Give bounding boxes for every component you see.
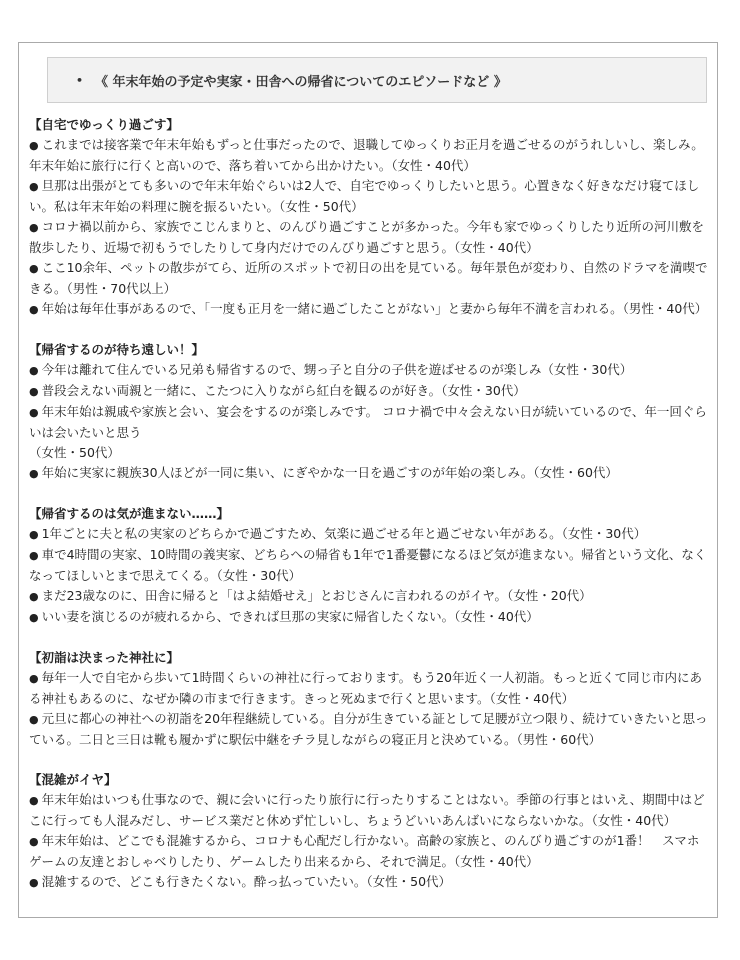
episode-item [29, 545, 709, 586]
section-header [47, 57, 707, 103]
episode-text: 今年は離れて住んでいる兄弟も帰省するので、甥っ子と自分の子供を遊ばせるのが楽しみ（女性・30代） [41, 362, 633, 377]
bullet-icon: ● [29, 303, 39, 316]
bullet-icon: ● [29, 794, 39, 807]
episode-text: 旦那は出張がとても多いので年末年始ぐらいは2人で、自宅でゆっくりしたいと思う。心置きなく好きなだけ寝てほしい。私は年末年始の料理に腕を振るいたい。（女性・50代） [29, 178, 700, 214]
bullet-icon: ● [29, 713, 39, 726]
episode-text: 年始に実家に親族30人ほどが一同に集い、にぎやかな一日を過ごすのが年始の楽しみ。（女性・60代） [41, 465, 618, 480]
episode-text: 普段会えない両親と一緒に、こたつに入りながら紅白を観るのが好き。（女性・30代） [41, 383, 526, 398]
bullet-icon: ● [29, 590, 39, 603]
episode-text: ここ10余年、ペットの散歩がてら、近所のスポットで初日の出を見ている。毎年景色が変わり、自然のドラマを満喫できる。（男性・70代以上） [29, 260, 708, 296]
episode-section [29, 340, 709, 484]
episode-item [29, 524, 709, 545]
episode-section [29, 770, 709, 893]
bullet-icon: ● [29, 672, 39, 685]
article-frame [18, 42, 718, 918]
episode-item [29, 258, 709, 299]
episode-text: まだ23歳なのに、田舎に帰ると「はよ結婚せえ」とおじさんに言われるのがイヤ。（女性・20代） [41, 588, 592, 603]
episode-text: いい妻を演じるのが疲れるから、できれば旦那の実家に帰省したくない。（女性・40代） [41, 609, 539, 624]
episode-content [29, 115, 709, 913]
bullet-icon: ● [29, 262, 39, 275]
bullet-icon: ● [29, 221, 39, 234]
episode-text: これまでは接客業で年末年始もずっと仕事だったので、退職してゆっくりお正月を過ごせるのがうれしいし、楽しみ。年末年始に旅行に行くと高いので、落ち着いてから出かけたい。（女性・40代） [29, 137, 704, 173]
episode-item [29, 586, 709, 607]
episode-section [29, 648, 709, 750]
bullet-icon: ● [29, 549, 39, 562]
episode-item [29, 402, 709, 463]
episode-text: 元旦に都心の神社への初詣を20年程継続している。自分が生きている証として足腰が立つ限り、続けていきたいと思っている。二日と三日は靴も履かずに駅伝中継をチラ見しながらの寝正月と決めている。（男性・60代） [29, 711, 708, 747]
bullet-icon: ● [29, 835, 39, 848]
episode-item [29, 790, 709, 831]
episode-item [29, 217, 709, 258]
header-title: 《 年末年始の予定や実家・田舎への帰省についてのエピソードなど 》 [95, 74, 507, 90]
bullet-icon: ● [29, 385, 39, 398]
episode-text: 年末年始は、どこでも混雑するから、コロナも心配だし行かない。高齢の家族と、のんびり過ごすのが1番！ スマホゲームの友達とおしゃべりしたり、ゲームしたり出来るから、それで満足。（女性・40代） [29, 833, 700, 869]
section-title: 【帰省するのが待ち遠しい！】 [29, 342, 205, 357]
bullet-icon: ● [29, 528, 39, 541]
bullet-icon: ● [29, 876, 39, 889]
episode-text: コロナ禍以前から、家族でこじんまりと、のんびり過ごすことが多かった。今年も家でゆっくりしたり近所の河川敷を散歩したり、近場で初もうでしたりして身内だけでのんびり過ごすと思う。（女性・40代） [29, 219, 704, 255]
bullet-icon: ● [29, 406, 39, 419]
episode-item [29, 709, 709, 750]
bullet-icon: ● [29, 139, 39, 152]
bullet-icon: ● [29, 180, 39, 193]
episode-item [29, 607, 709, 628]
section-title: 【混雑がイヤ】 [29, 772, 117, 787]
episode-text: 混雑するので、どこも行きたくない。酔っ払っていたい。（女性・50代） [41, 874, 452, 889]
episode-item [29, 831, 709, 872]
episode-section [29, 504, 709, 628]
bullet-icon: ● [29, 467, 39, 480]
list-bullet-icon: • [76, 73, 84, 87]
episode-item [29, 135, 709, 176]
episode-text: 年末年始はいつも仕事なので、親に会いに行ったり旅行に行ったりすることはない。季節の行事とはいえ、期間中はどこに行っても人混みだし、サービス業だと休めず忙しいし、ちょうどいいあんばいにならないかな。（女性・40代） [29, 792, 705, 828]
bullet-icon: ● [29, 364, 39, 377]
episode-item [29, 668, 709, 709]
section-title: 【自宅でゆっくり過ごす】 [29, 117, 179, 132]
bullet-icon: ● [29, 611, 39, 624]
episode-item [29, 176, 709, 217]
episode-section [29, 115, 709, 320]
episode-item [29, 299, 709, 320]
episode-text: 年末年始は親戚や家族と会い、宴会をするのが楽しみです。 コロナ禍で中々会えない日が続いているので、年一回ぐらいは会いたいと思う （女性・50代） [29, 404, 707, 460]
episode-item [29, 872, 709, 893]
episode-text: 年始は毎年仕事があるので、「一度も正月を一緒に過ごしたことがない」と妻から毎年不満を言われる。（男性・40代） [41, 301, 708, 316]
episode-text: 車で4時間の実家、10時間の義実家、どちらへの帰省も1年で1番憂鬱になるほど気が進まない。帰省という文化、なくなってほしいとまで思えてくる。（女性・30代） [29, 547, 707, 583]
episode-item [29, 463, 709, 484]
episode-text: 毎年一人で自宅から歩いて1時間くらいの神社に行っております。もう20年近く一人初詣。もっと近くて同じ市内にある神社もあるのに、なぜか隣の市まで行きます。きっと死ぬまで行くと思います。（女性・40代） [29, 670, 702, 706]
episode-item [29, 381, 709, 402]
section-title: 【帰省するのは気が進まない……】 [29, 506, 230, 521]
section-title: 【初詣は決まった神社に】 [29, 650, 180, 665]
episode-text: 1年ごとに夫と私の実家のどちらかで過ごすため、気楽に過ごせる年と過ごせない年がある。（女性・30代） [41, 526, 647, 541]
episode-item [29, 360, 709, 381]
